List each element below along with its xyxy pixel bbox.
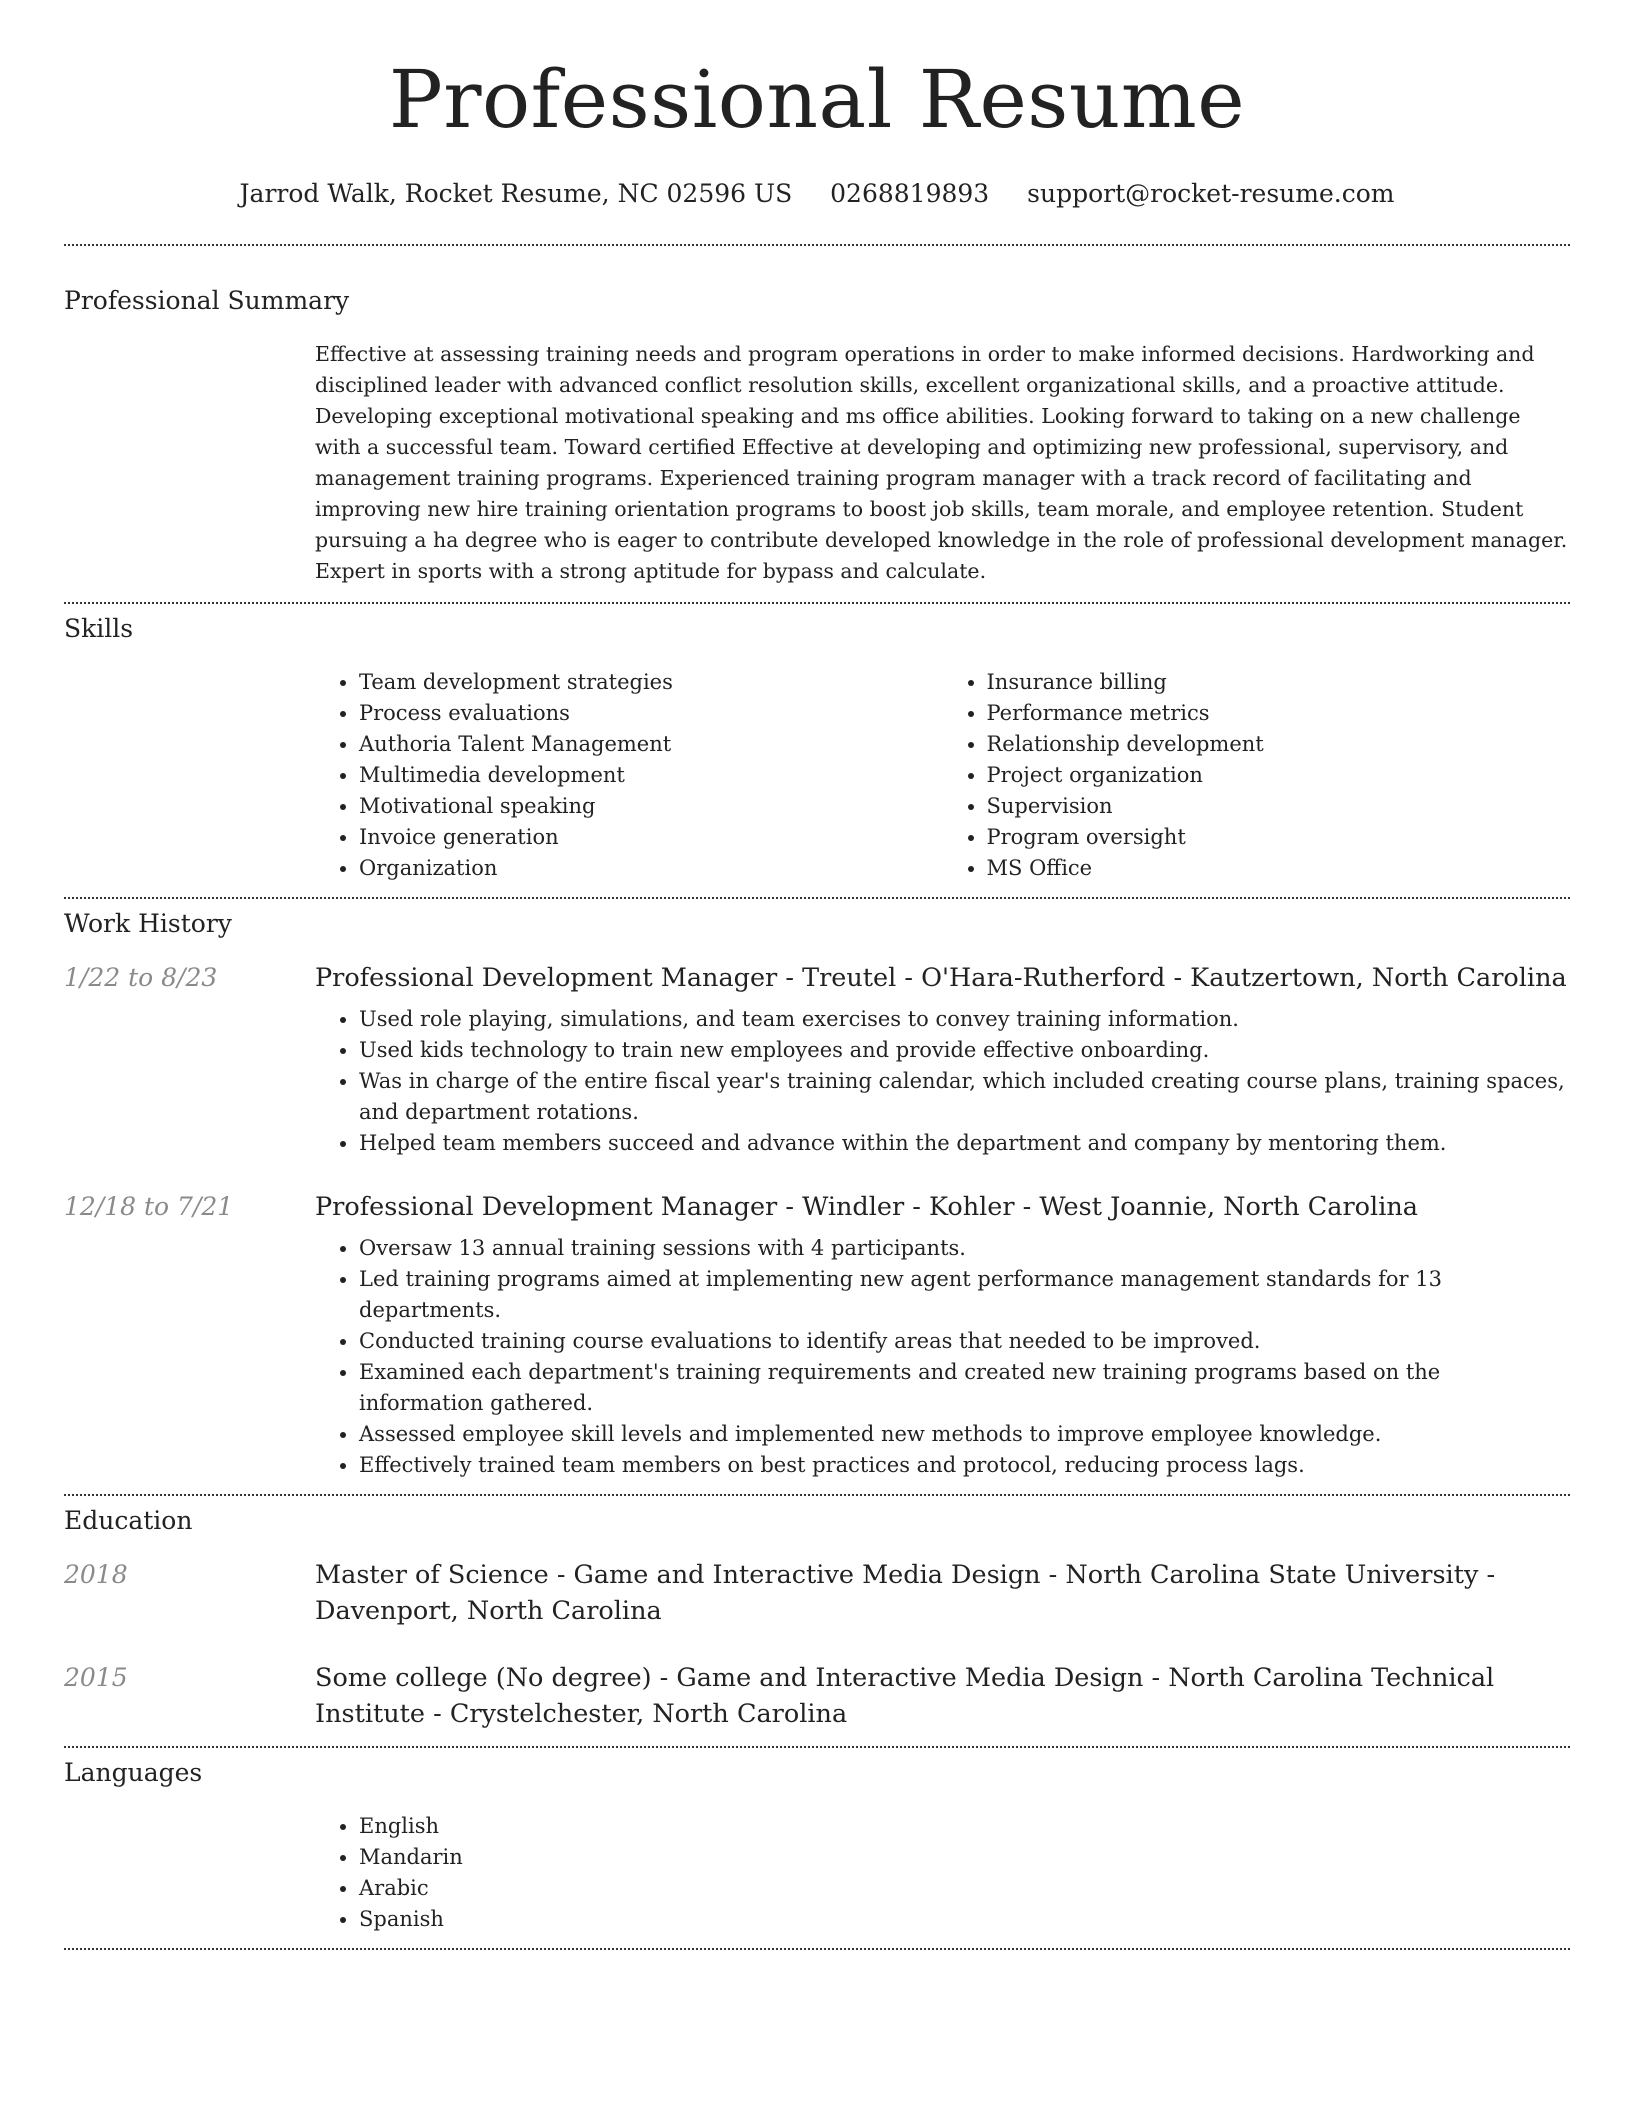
education-title: Some college (No degree) - Game and Interactive Media Design - North Carolina Technical Institute - Crystelchester, North Carolina — [315, 1663, 1495, 1729]
job-bullet: • Examined each department's training requirements and created new training programs based on the information gathered. — [359, 1357, 1570, 1419]
skills-section — [64, 604, 1570, 884]
contact-email: support@rocket-resume.com — [1027, 179, 1395, 208]
skill-item: • Project organization — [987, 760, 1571, 791]
work-history-heading: Work History — [64, 909, 232, 938]
resume-title: Professional Resume — [388, 53, 1246, 146]
job-bullets — [315, 1233, 1570, 1481]
summary-section — [64, 246, 1570, 587]
job-bullets — [315, 1004, 1570, 1159]
skills-heading: Skills — [64, 614, 134, 643]
education-title: Master of Science - Game and Interactive Media Design - North Carolina State University - Davenport, North Carolina — [315, 1560, 1496, 1626]
job-title: Professional Development Manager - Treutel - O'Hara-Rutherford - Kautzertown, North Carolina — [315, 963, 1567, 993]
education-year: 2018 — [64, 1560, 128, 1589]
education-entry — [64, 1557, 1570, 1629]
skill-item: • Relationship development — [987, 729, 1571, 760]
languages-heading: Languages — [64, 1758, 203, 1787]
job-bullet: • Effectively trained team members on best practices and protocol, reducing process lags. — [359, 1450, 1570, 1481]
job-title: Professional Development Manager - Windler - Kohler - West Joannie, North Carolina — [315, 1192, 1418, 1222]
language-item: • Arabic — [359, 1873, 1570, 1904]
summary-heading: Professional Summary — [64, 286, 350, 315]
contact-phone: 0268819893 — [830, 179, 990, 208]
skills-list-left — [315, 667, 943, 884]
skill-item: • Multimedia development — [359, 760, 943, 791]
job-entry — [64, 960, 1570, 1159]
skill-item: • Insurance billing — [987, 667, 1571, 698]
skill-item: • Organization — [359, 853, 943, 884]
skill-item: • Motivational speaking — [359, 791, 943, 822]
job-bullet: • Led training programs aimed at implementing new agent performance management standards for 13 departments. — [359, 1264, 1570, 1326]
education-heading: Education — [64, 1506, 193, 1535]
job-entry — [64, 1189, 1570, 1481]
job-bullet: • Assessed employee skill levels and implemented new methods to improve employee knowledge. — [359, 1419, 1570, 1450]
job-bullet: • Helped team members succeed and advance within the department and company by mentoring them. — [359, 1128, 1570, 1159]
summary-text: Effective at assessing training needs and program operations in order to make informed decisions. Hardworking and disciplined leader with advanced conflict resolution skills, excellent organizational skills, and a proactive attitude. Developing exceptional motivational speaking and ms office abilities. Looking forward to taking on a new challenge with a successful team. Toward certified Effective at developing and optimizing new professional, supervisory, and management training programs. Experienced training program manager with a track record of facilitating and improving new hire training orientation programs to boost job skills, team morale, and employee retention. Student pursuing a ha degree who is eager to contribute developed knowledge in the role of professional development manager. Expert in sports with a strong aptitude for bypass and calculate. — [315, 342, 1568, 583]
job-dates: 12/18 to 7/21 — [64, 1192, 234, 1221]
job-bullet: • Used kids technology to train new employees and provide effective onboarding. — [359, 1035, 1570, 1066]
job-bullet: • Oversaw 13 annual training sessions with 4 participants. — [359, 1233, 1570, 1264]
job-bullet: • Was in charge of the entire fiscal year's training calendar, which included creating course plans, training spaces, and department rotations. — [359, 1066, 1570, 1128]
language-item: • Mandarin — [359, 1842, 1570, 1873]
contact-address: Jarrod Walk, Rocket Resume, NC 02596 US — [239, 179, 793, 208]
education-entry — [64, 1660, 1570, 1732]
skill-item: • Team development strategies — [359, 667, 943, 698]
section-divider — [64, 1948, 1570, 1950]
skill-item: • Supervision — [987, 791, 1571, 822]
skills-list-right — [943, 667, 1571, 884]
skill-item: • Invoice generation — [359, 822, 943, 853]
languages-list — [315, 1811, 1570, 1935]
skill-item: • Performance metrics — [987, 698, 1571, 729]
job-bullet: • Used role playing, simulations, and team exercises to convey training information. — [359, 1004, 1570, 1035]
education-section — [64, 1496, 1570, 1732]
education-year: 2015 — [64, 1663, 128, 1692]
language-item: • English — [359, 1811, 1570, 1842]
resume-page — [64, 0, 1570, 1950]
skill-item: • Authoria Talent Management — [359, 729, 943, 760]
language-item: • Spanish — [359, 1904, 1570, 1935]
contact-line — [64, 178, 1570, 210]
job-bullet: • Conducted training course evaluations to identify areas that needed to be improved. — [359, 1326, 1570, 1357]
work-history-section — [64, 899, 1570, 1481]
job-dates: 1/22 to 8/23 — [64, 963, 218, 992]
skill-item: • Program oversight — [987, 822, 1571, 853]
skill-item: • Process evaluations — [359, 698, 943, 729]
languages-section — [64, 1748, 1570, 1935]
skill-item: • MS Office — [987, 853, 1571, 884]
